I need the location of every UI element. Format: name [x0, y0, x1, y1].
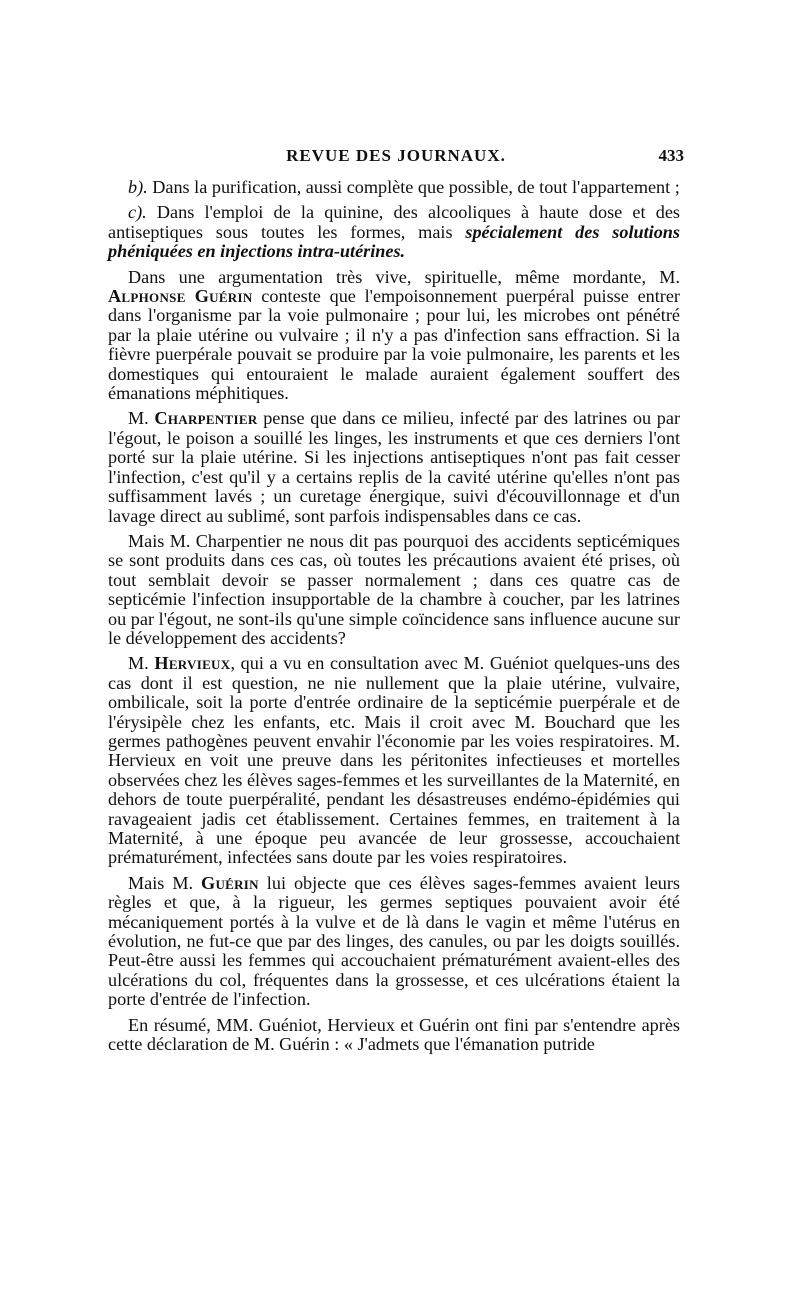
paragraph-guerin-argument — [108, 268, 680, 404]
item-label-c: c). — [128, 202, 147, 223]
paragraph-text: En résumé, MM. Guéniot, Hervieux et Guérin ont fini par s'entendre après cette déclaration de M. Guérin : « J'admets que l'émanation putride — [108, 1014, 680, 1055]
paragraph-charpentier — [108, 409, 680, 525]
paragraph-b — [108, 178, 680, 197]
paragraph-c — [108, 203, 680, 261]
paragraph-text-after: conteste que l'empoisonnement puerpéral puisse entrer dans l'organisme par la voie pulmonaire ; pour lui, les microbes ont pénétré par la plaie utérine ou vulvaire ; il n'y a pas d'infection sans effraction. Si la fièvre puerpérale pouvait se produire par la voie pulmonaire, les parents et les domestiques qui entouraient le malade auraient également souffert des émanations méphitiques. — [108, 286, 680, 404]
paragraph-guerin-objection — [108, 874, 680, 1010]
paragraph-text-before: M. — [128, 408, 155, 429]
paragraph-c-text: Dans l'emploi de la quinine, des alcooliques à haute dose et des antiseptiques sous toutes les formes, mais — [108, 202, 680, 242]
author-name-hervieux: Hervieux — [154, 653, 231, 674]
paragraph-hervieux — [108, 654, 680, 867]
paragraph-text-before: Dans une argumentation très vive, spirituelle, même mordante, M. — [128, 266, 680, 287]
paragraph-summary — [108, 1016, 680, 1055]
paragraph-c-emphasis: spécialement des solutions phéniquées en injections intra-utérines. — [108, 221, 680, 262]
running-head — [108, 146, 684, 170]
author-name-guerin: Guérin — [201, 872, 259, 893]
paragraph-text-before: M. — [128, 653, 155, 674]
running-title: REVUE DES JOURNAUX. — [286, 146, 506, 165]
paragraph-charpentier-question — [108, 532, 680, 648]
paragraph-text: Mais M. Charpentier ne nous dit pas pourquoi des accidents septicémiques se sont produits dans ces cas, où toutes les précautions avaient été prises, où tout semblait devoir se passer normalement ; dans ces quatre cas de septicémie l'infection insupportable de la chambre à coucher, par les latrines ou par l'égout, ne sont-ils qu'une simple coïncidence sans influence aucune sur le développement des accidents? — [108, 530, 680, 648]
item-label-b: b). — [128, 177, 148, 197]
page-number: 433 — [658, 146, 684, 165]
paragraph-text-after: , qui a vu en consultation avec M. Guéniot quelques-uns des cas dont il est question, ne nie nullement que la plaie utérine, vulvaire, ombilicale, soit la porte d'entrée ordinaire de la septicémie puerpérale et de l'érysipèle chez les enfants, etc. Mais il croit avec M. Bouchard que les germes pathogènes peuvent envahir l'économie par les voies respiratoires. M. Hervieux en voit une preuve dans les péritonites infectieuses et mortelles observées chez les élèves sages-femmes et les surveillantes de la Maternité, en dehors de toute puerpéralité, pendant les désastreuses endémo-épidémies qui ravageaient jadis cet établissement. Certaines femmes, en traitement à la Maternité, à une époque peu avancée de leur grossesse, accouchaient prématurément, infectées sans doute par les voies respiratoires. — [108, 653, 681, 868]
author-name-charpentier: Charpentier — [154, 408, 258, 429]
paragraph-text-after: pense que dans ce milieu, infecté par des latrines ou par l'égout, le poison a souillé les linges, les instruments et que ces derniers l'ont porté sur la plaie utérine. Si les injections antiseptiques n'ont pas fait cesser l'infection, c'est qu'il y a certains replis de la cavité utérine qu'elles n'ont pas suffisamment lavés ; un curetage énergique, suivi d'écouvillonnage et d'un lavage direct au sublimé, sont parfois indispensables dans ce cas. — [108, 408, 681, 526]
paragraph-text-before: Mais M. — [128, 872, 201, 893]
paragraph-b-text: Dans la purification, aussi complète que possible, de tout l'appartement ; — [147, 177, 680, 197]
author-name-alphonse-guerin: Alphonse Guérin — [108, 286, 253, 307]
article-body — [108, 178, 680, 1060]
paragraph-text-after: lui objecte que ces élèves sages-femmes avaient leurs règles et que, à la rigueur, les germes septiques pouvaient avoir été mécaniquement portés à la vulve et de là dans le vagin et même l'utérus en évolution, ne fut-ce que par des linges, des canules, ou par les doigts souillés. Peut-être aussi les femmes qui accouchaient prématurément avaient-elles des ulcérations du col, fréquentes dans la grossesse, et ces ulcérations étaient la porte d'entrée de l'infection. — [108, 872, 680, 1010]
